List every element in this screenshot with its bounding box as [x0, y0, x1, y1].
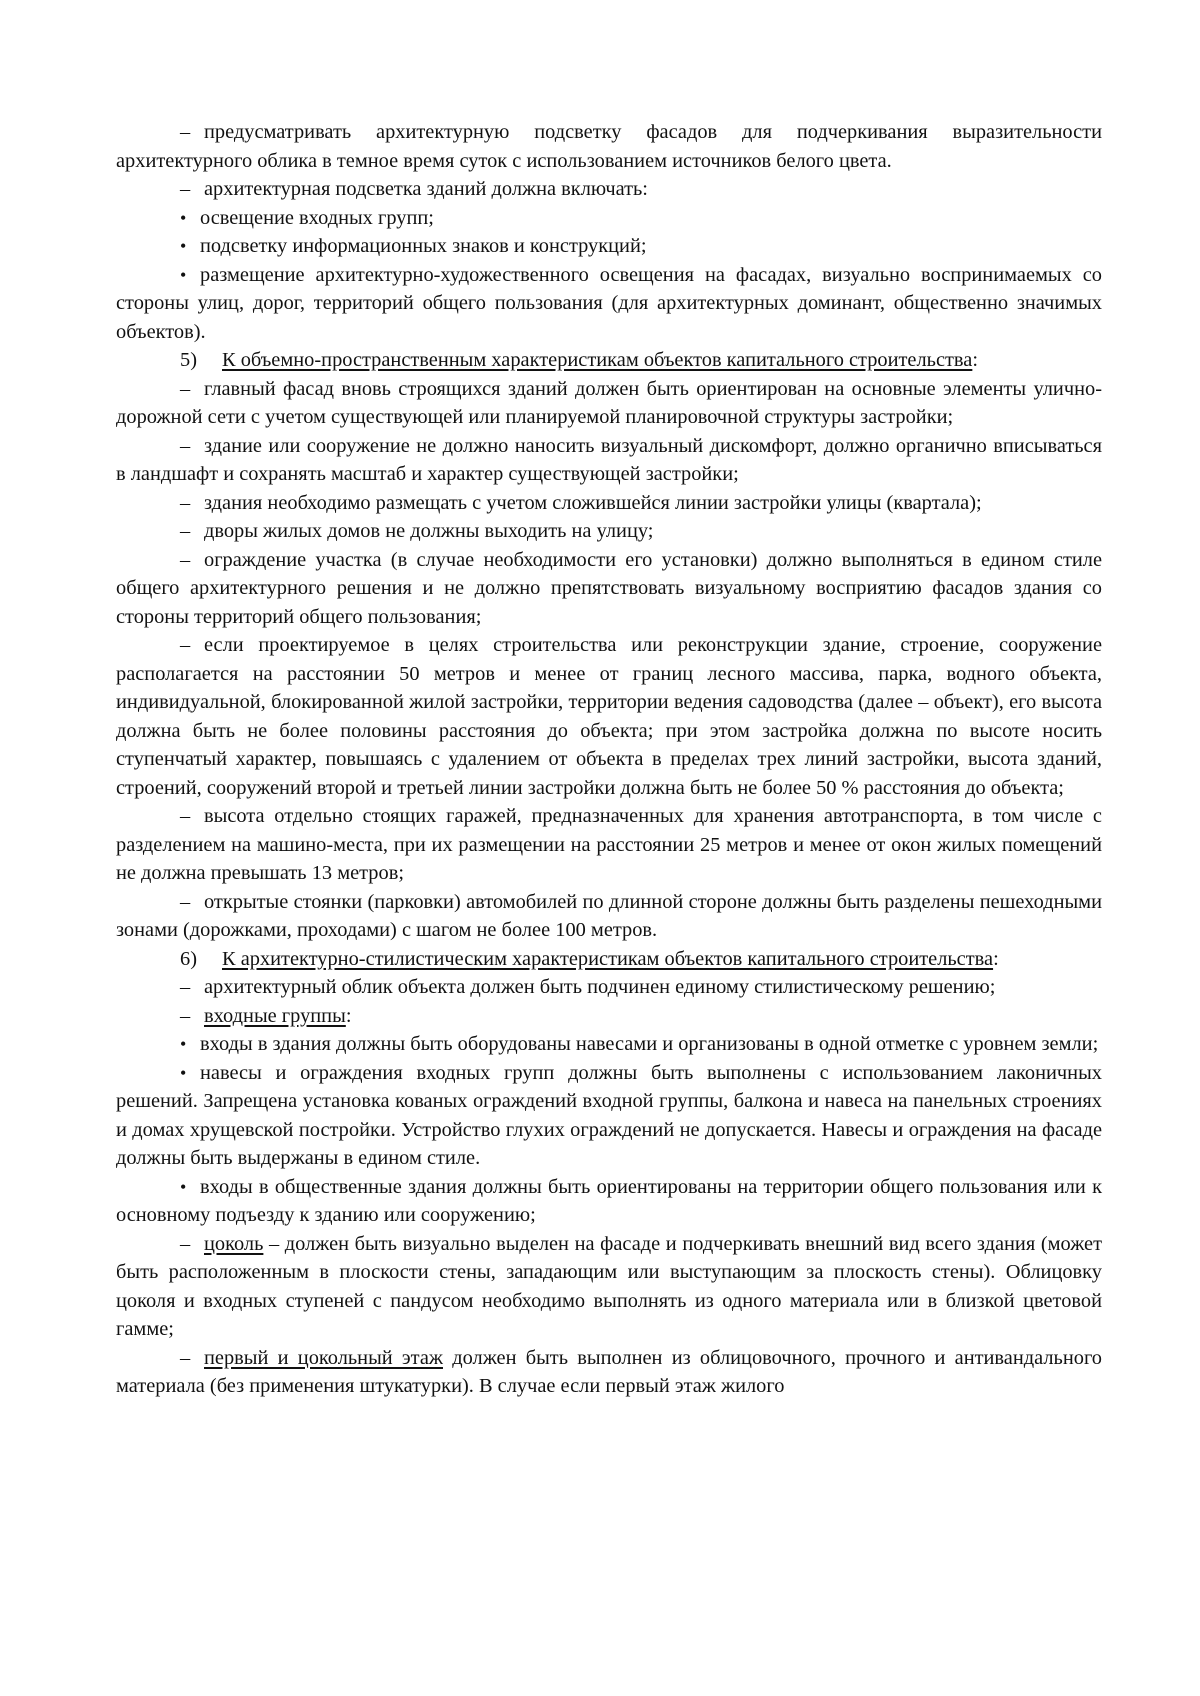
paragraph-parking [116, 888, 1102, 945]
dash-marker: – [180, 805, 191, 827]
paragraph-text: главный фасад вновь строящихся зданий должен быть ориентирован на основные элементы улично-дорожной сети с учетом существующей или планируемой планировочной структуры застройки; [116, 377, 1102, 428]
paragraph-text: должен быть выполнен из облицовочного, прочного и антивандального материала (без применения штукатурки). В случае если первый этаж жилого [116, 1346, 1102, 1397]
paragraph-ground-floor [116, 1344, 1102, 1401]
bullet-sign-lighting [116, 232, 1102, 261]
paragraph-text: предусматривать архитектурную подсветку фасадов для подчеркивания выразительности архитектурного облика в темное время суток с использованием источников белого цвета. [116, 121, 1102, 172]
section-heading-text: К объемно-пространственным характеристикам объектов капитального строительства [222, 349, 973, 371]
dash-marker: – [180, 491, 191, 514]
section-number: 5) [180, 349, 197, 371]
dash-marker: – [180, 890, 191, 913]
paragraph-garages [116, 802, 1102, 888]
bullet-canopy-fencing [116, 1059, 1102, 1173]
subheading-text: первый и цокольный этаж [204, 1346, 443, 1369]
paragraph-text: ограждение участка (в случае необходимости его установки) должно выполняться в едином стиле общего архитектурного решения и не должно препятствовать визуальному восприятию фасадов здания со стороны территорий общего пользования; [116, 548, 1102, 628]
dash-marker: – [180, 121, 191, 143]
section-heading-6 [116, 945, 1102, 974]
dash-marker: – [180, 976, 191, 998]
dash-marker: – [180, 1232, 191, 1255]
paragraph-main-facade [116, 375, 1102, 432]
paragraph-text: размещение архитектурно-художественного освещения на фасадах, визуально воспринимаемых со стороны улиц, дорог, территорий общего пользования (для архитектурных доминант, общественно значимых объектов). [116, 263, 1102, 343]
paragraph-text: здание или сооружение не должно наносить визуальный дискомфорт, должно органично вписываться в ландшафт и сохранять масштаб и характер существующей застройки; [116, 434, 1102, 485]
bullet-marker: • [180, 1034, 187, 1054]
subheading-text: входные группы [204, 1004, 346, 1027]
dash-marker: – [180, 548, 191, 571]
bullet-public-entrances [116, 1173, 1102, 1230]
paragraph-text: подсветку информационных знаков и конструкций; [200, 235, 647, 257]
paragraph-text: если проектируемое в целях строительства или реконструкции здание, строение, сооружение располагается на расстоянии 50 метров и менее от границ лесного массива, парка, водного объекта, индивидуальной, блокированной жилой застройки, территории ведения садоводства (далее – объект), его высота должна быть не более половины расстояния до объекта; при этом застройка должна по высоте носить ступенчатый характер, повышаясь с удалением от объекта в пределах трех линий застройки, высота зданий, строений, сооружений второй и третьей линии застройки должна быть не более 50 % расстояния до объекта; [116, 634, 1102, 799]
bullet-marker: • [180, 1062, 187, 1083]
paragraph-text: высота отдельно стоящих гаражей, предназначенных для хранения автотранспорта, в том числе с разделением на машино-места, при их размещении на расстоянии 25 метров и менее от окон жилых помещений не должна превышать 13 метров; [116, 805, 1102, 884]
paragraph-visual-comfort [116, 432, 1102, 489]
paragraph-building-line [116, 489, 1102, 518]
bullet-marker: • [180, 1176, 187, 1197]
paragraph-text: входы в общественные здания должны быть ориентированы на территории общего пользования или к основному подъезду к зданию или сооружению; [116, 1175, 1102, 1226]
section-number: 6) [180, 947, 197, 970]
paragraph-fencing [116, 546, 1102, 632]
paragraph-text: архитектурная подсветка зданий должна включать: [204, 178, 648, 200]
paragraph-text: здания необходимо размещать с учетом сложившейся линии застройки улицы (квартала); [204, 491, 982, 514]
paragraph-text: навесы и ограждения входных групп должны быть выполнены с использованием лаконичных решений. Запрещена установка кованых ограждений входной группы, балкона и навеса на панельных строениях и домах хрущевской постройки. Устройство глухих ограждений не допускается. Навесы и ограждения на фасаде должны быть выдержаны в едином стиле. [116, 1061, 1102, 1169]
bullet-marker: • [180, 207, 187, 228]
dash-marker: – [180, 1346, 191, 1369]
paragraph-text: – должен быть визуально выделен на фасаде и подчеркивать внешний вид всего здания (может быть расположенным в плоскости стены, западающим или выступающим за плоскость стены). Облицовку цоколя и входных ступеней с пандусом необходимо выполнять из одного материала или в близкой цветовой гамме; [116, 1232, 1102, 1340]
paragraph-height-limit [116, 631, 1102, 802]
paragraph-text: : [972, 349, 979, 371]
section-heading-5 [116, 346, 1102, 375]
paragraph-text: дворы жилых домов не должны выходить на улицу; [204, 520, 654, 542]
paragraph-text: освещение входных групп; [200, 206, 434, 229]
paragraph-text: : [345, 1004, 352, 1027]
bullet-marker: • [180, 264, 187, 285]
document-page [116, 118, 1102, 1401]
paragraph-facade-lighting [116, 118, 1102, 175]
paragraph-text: входы в здания должны быть оборудованы навесами и организованы в одной отметке с уровнем земли; [200, 1033, 1099, 1055]
dash-marker: – [180, 377, 191, 400]
bullet-entrance-lighting [116, 204, 1102, 233]
bullet-artistic-lighting [116, 261, 1102, 347]
subheading-text: цоколь [204, 1232, 264, 1255]
dash-marker: – [180, 1004, 191, 1027]
dash-marker: – [180, 434, 191, 457]
paragraph-text: : [993, 947, 999, 970]
paragraph-plinth [116, 1230, 1102, 1344]
paragraph-text: архитектурный облик объекта должен быть подчинен единому стилистическому решению; [204, 976, 996, 998]
paragraph-entrance-groups [116, 1002, 1102, 1031]
section-heading-text: К архитектурно-стилистическим характеристикам объектов капитального строительства [222, 947, 994, 970]
dash-marker: – [180, 178, 191, 200]
dash-marker: – [180, 634, 191, 656]
paragraph-lighting-includes [116, 175, 1102, 204]
bullet-entrance-canopies [116, 1030, 1102, 1059]
paragraph-courtyards [116, 517, 1102, 546]
bullet-marker: • [180, 236, 187, 256]
dash-marker: – [180, 520, 191, 542]
paragraph-style-unity [116, 973, 1102, 1002]
paragraph-text: открытые стоянки (парковки) автомобилей по длинной стороне должны быть разделены пешеходными зонами (дорожками, проходами) с шагом не более 100 метров. [116, 890, 1102, 941]
